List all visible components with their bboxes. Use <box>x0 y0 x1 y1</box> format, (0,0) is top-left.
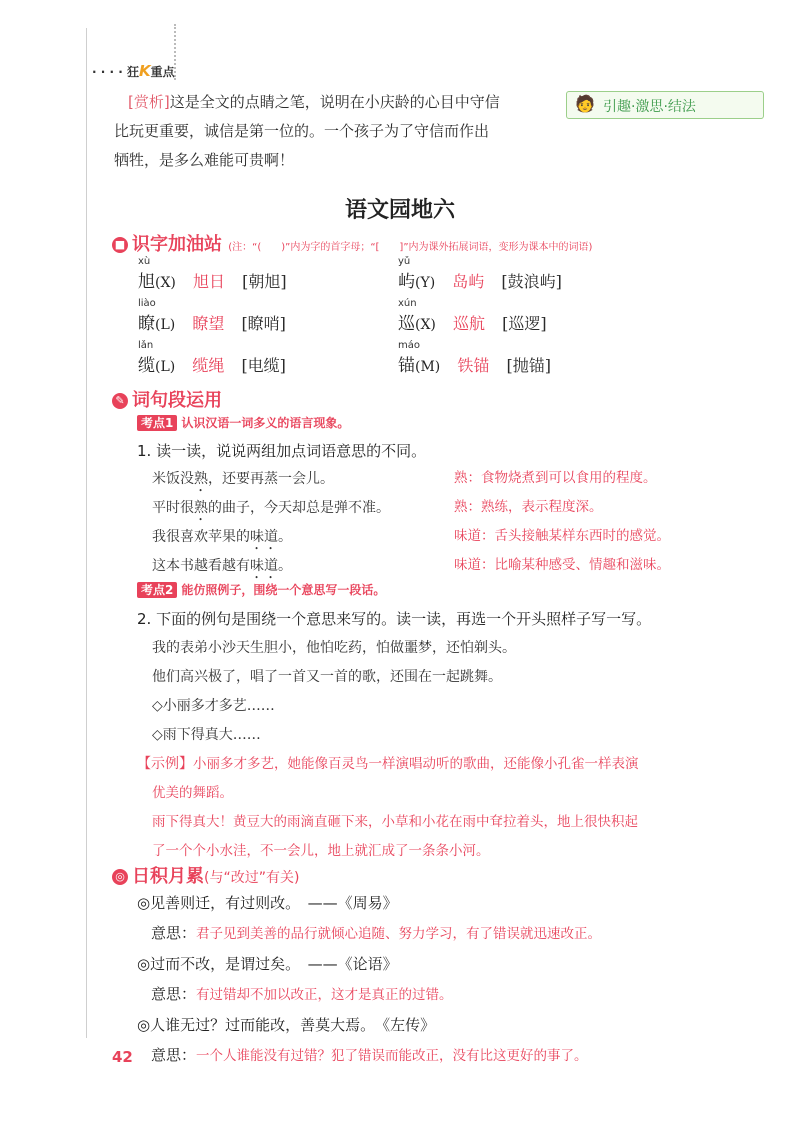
section-sentence-use: ✎ 词句段运用 <box>112 386 222 412</box>
q1-answer: 味道：舌头接触某样东西时的感觉。 <box>454 528 670 544</box>
question-1: 1. 读一读，说说两组加点词语意思的不同。 <box>137 442 427 460</box>
chat-icon: ✎ <box>112 393 128 409</box>
saying-quote: ◎人谁无过？过而能改，善莫大焉。 《左传》 <box>137 1016 436 1034</box>
saying-quote: ◎过而不改，是谓过矣。 ——《论语》 <box>137 955 398 973</box>
page-title: 语文园地六 <box>344 198 455 223</box>
q1-answer: 熟：熟练，表示程度深。 <box>454 499 603 515</box>
key-point-2: 考点2 能仿照例子，围绕一个意思写一段话。 <box>137 581 385 598</box>
example-answer: 【示例】小丽多才多艺，她能像百灵鸟一样演唱动听的歌曲，还能像小孔雀一样表演 优美的舞蹈。 雨下得真大！黄豆大的雨滴直砸下来，小草和小花在雨中耷拉着头，地上很快积起 了一个个小水洼，不一会儿，地上就汇成了一条条小河。 <box>137 756 639 859</box>
binder-line <box>86 28 87 1038</box>
char-item: liào 瞭(L) 瞭望 [瞭哨] <box>138 298 286 334</box>
student-icon: 🧑 <box>575 94 595 113</box>
appreciation-label: [赏析] <box>128 93 170 111</box>
saying-meaning: 意思：君子见到美善的品行就倾心追随、努力学习，有了错误就迅速改正。 <box>151 924 602 942</box>
brand-logo: · · · · 狂K重点 <box>92 62 175 80</box>
q2-examples: 我的表弟小沙天生胆小，他怕吃药，怕做噩梦，还怕剃头。 他们高兴极了，唱了一首又一首的歌，还围在一起跳舞。 ◇小丽多才多艺…… ◇雨下得真大…… <box>152 640 516 743</box>
key-point-1: 考点1 认识汉语一词多义的语言现象。 <box>137 414 349 431</box>
question-2: 2. 下面的例句是围绕一个意思来写的。读一读，再选一个开头照样子写一写。 <box>137 610 652 628</box>
char-item: yǔ 屿(Y) 岛屿 [鼓浪屿] <box>398 256 562 292</box>
section-daily-accumulation: ◎ 日积月累(与“改过”有关) <box>112 862 299 888</box>
char-item: xù 旭(X) 旭日 [朝旭] <box>138 256 287 292</box>
book-icon: ■ <box>112 237 128 253</box>
q1-sentence: 平时很熟的曲子，今天却总是弹不准。 <box>152 500 390 516</box>
saying-meaning: 意思：有过错却不加以改正，这才是真正的过错。 <box>151 985 453 1003</box>
char-item: xún 巡(X) 巡航 [巡逻] <box>398 298 547 334</box>
page-number: 42 <box>112 1048 133 1066</box>
char-item: lǎn 缆(L) 缆绳 [电缆] <box>138 340 286 376</box>
target-icon: ◎ <box>112 869 128 885</box>
section-badge: 🧑 引趣·激思·结法 <box>566 91 764 119</box>
q1-sentence: 这本书越看越有味道。 <box>152 558 292 574</box>
appreciation-paragraph: [赏析]这是全文的点睛之笔，说明在小庆龄的心目中守信 比玩更重要，诚信是第一位的。一个孩子为了守信而作出 牺牲，是多么难能可贵啊！ <box>114 93 500 169</box>
saying-meaning: 意思：一个人谁能没有过错？犯了错误而能改正，没有比这更好的事了。 <box>151 1046 588 1064</box>
sayings-list <box>137 888 767 1071</box>
q1-sentence: 我很喜欢苹果的味道。 <box>152 529 292 545</box>
q1-answer: 熟：食物烧煮到可以食用的程度。 <box>454 470 657 486</box>
char-item: máo 锚(M) 铁锚 [抛锚] <box>398 340 551 376</box>
q1-answer: 味道：比喻某种感受、情趣和滋味。 <box>454 557 670 573</box>
saying-quote: ◎见善则迁，有过则改。 ——《周易》 <box>137 894 398 912</box>
q1-sentence: 米饭没熟，还要再蒸一会儿。 <box>152 471 334 487</box>
section-literacy: ■ 识字加油站 (注：“( )”内为字的首字母；“[ ]”内为课外拓展词语，变形为课本中的词语) <box>112 230 592 256</box>
